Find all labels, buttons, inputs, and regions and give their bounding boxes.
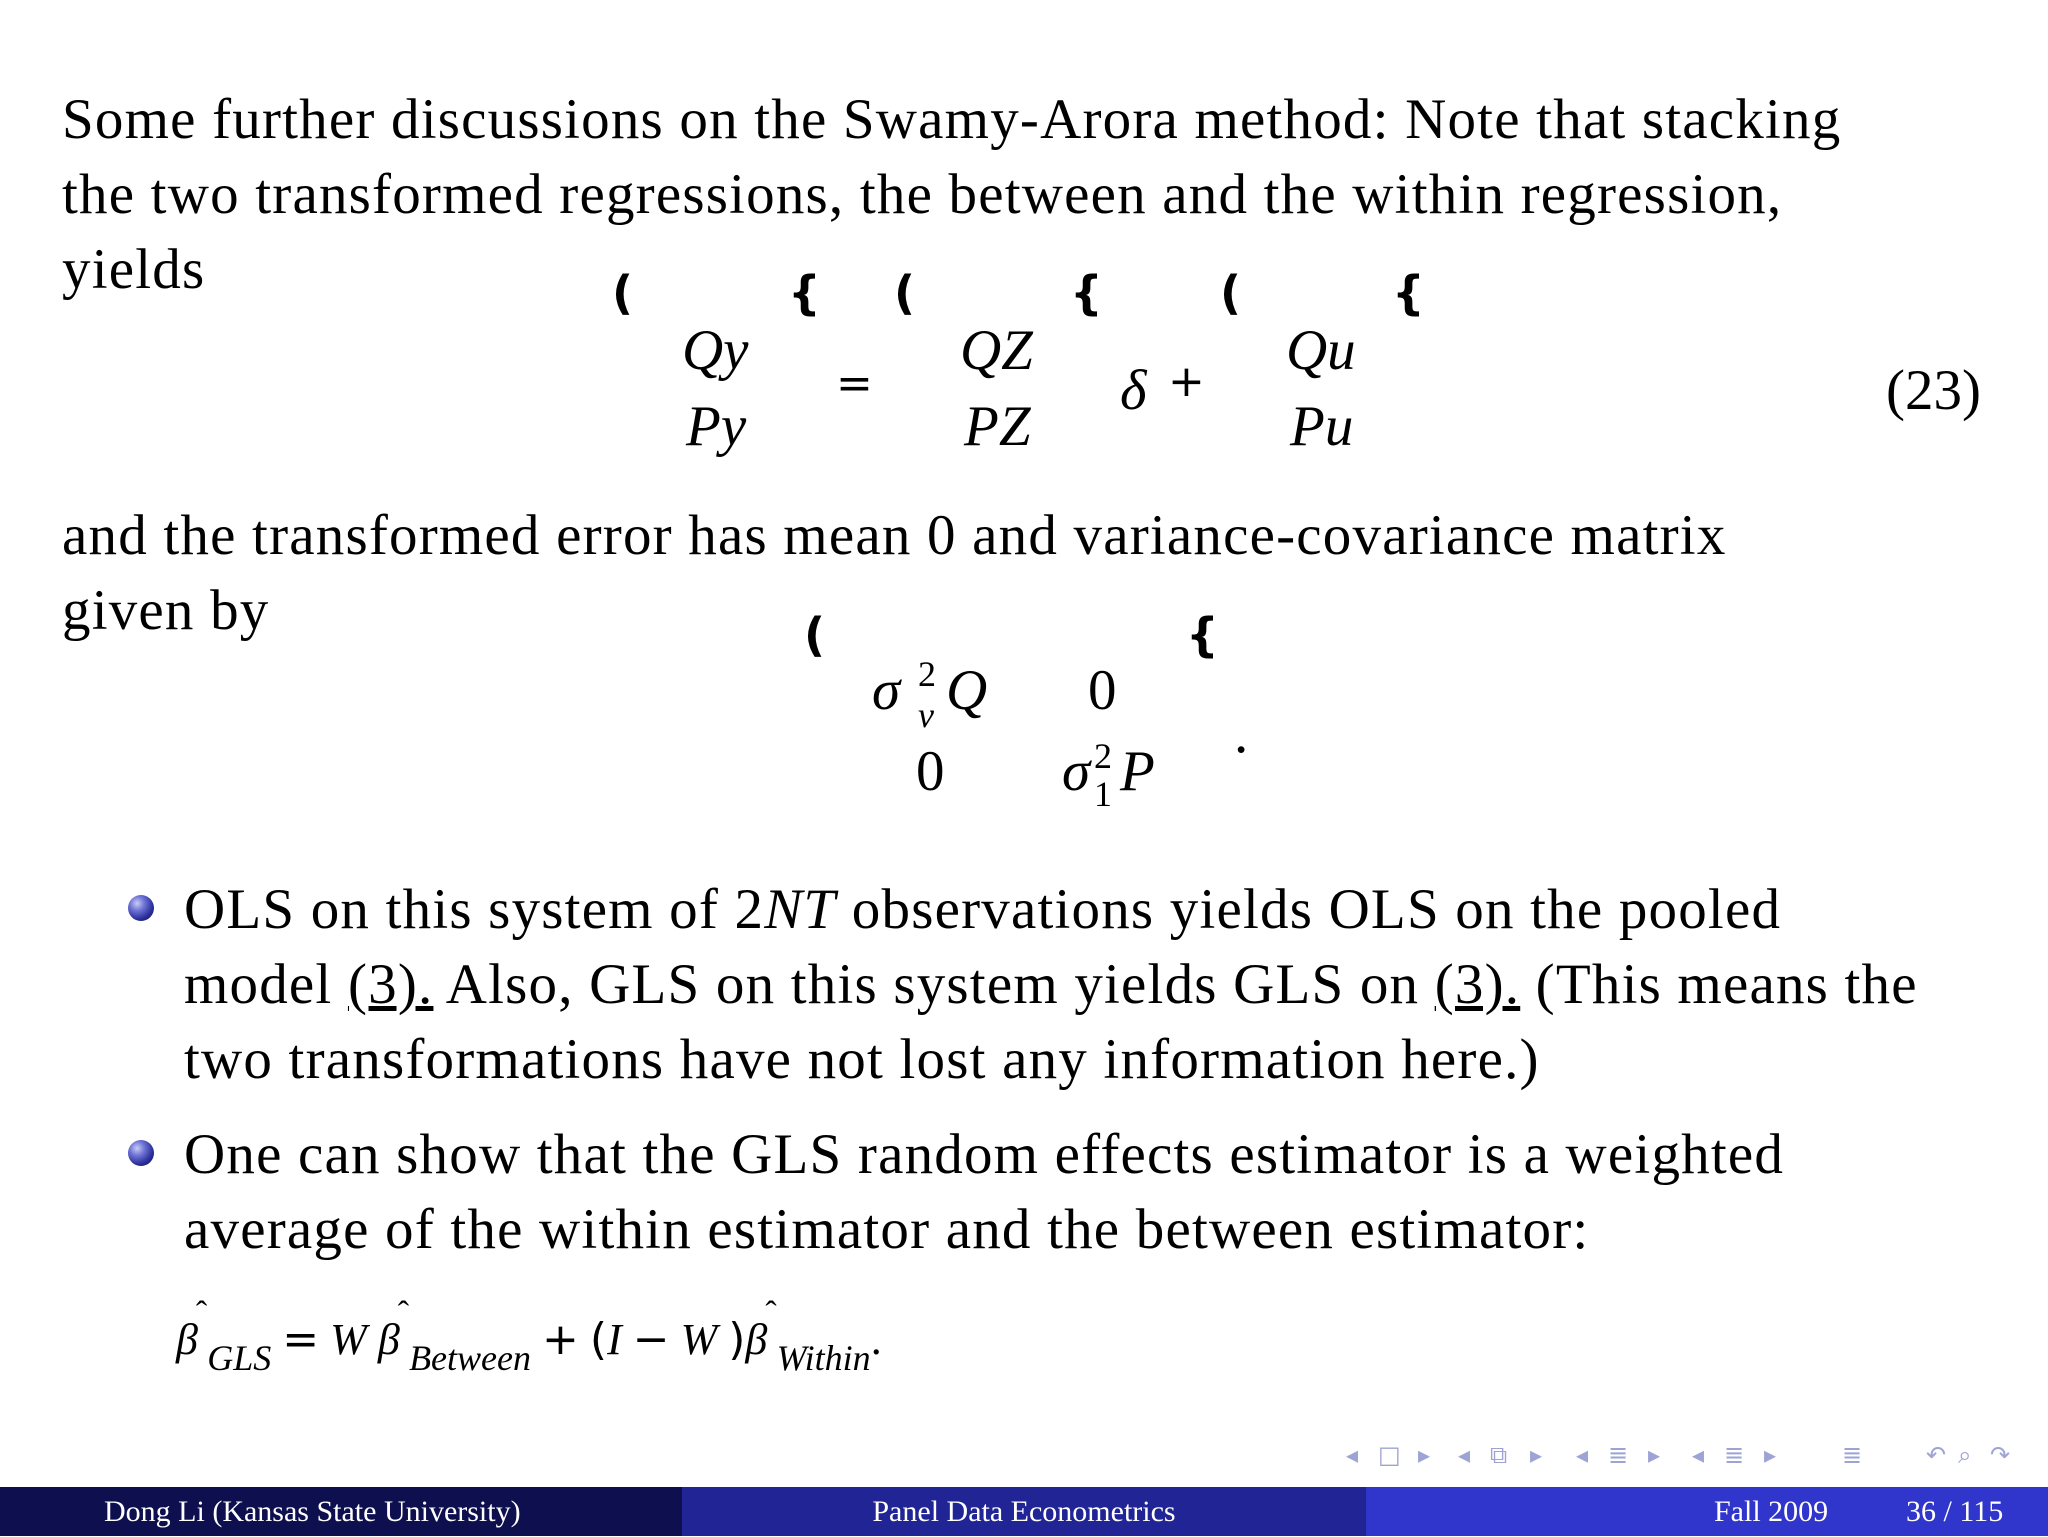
section-icon[interactable]: ≣ — [1608, 1441, 1629, 1469]
bullet-1-line-3: two transformations have not lost any information here.) — [184, 1028, 1540, 1091]
error-text-line-1: and the transformed error has mean 0 and variance-covariance matrix — [62, 504, 1727, 567]
gls-equation: $\beta^ˆ_{GLS} = W$ $\beta^ˆ_{Between} + (I - W$ )$\beta^ˆ_{Within}$. — [176, 1295, 882, 1378]
superscript-2: 2 — [1094, 736, 1112, 776]
matrix-bracket-close: { — [1070, 266, 1103, 320]
intro-line-1: Some further discussions on the Swamy-Arora method: Note that stacking — [62, 88, 1842, 151]
bullet-2-line-1: One can show that the GLS random effects estimator is a weighted — [184, 1123, 1785, 1186]
sigma-symbol: σ — [872, 659, 901, 722]
matrix-bracket-close: { — [1186, 608, 1219, 662]
equals-sign: = — [836, 358, 873, 409]
matrix-bracket-close: { — [788, 266, 821, 320]
intro-line-2: the two transformed regressions, the between and the within regression, — [62, 163, 1783, 226]
bullet-1-line-1: OLS on this system of 2NT observations yields OLS on the pooled — [184, 878, 1782, 941]
zero-entry: 0 — [916, 740, 945, 803]
delta-symbol: δ — [1120, 359, 1147, 422]
nav-right-arrow-icon[interactable]: ▸ — [1418, 1441, 1431, 1469]
Q-symbol: Q — [946, 659, 988, 722]
matrix-bracket-open: ( — [894, 266, 916, 320]
mid-bottom: PZ — [964, 395, 1031, 458]
footer-author: Dong Li (Kansas State University) — [104, 1495, 521, 1528]
matrix-bracket-open: ( — [804, 608, 826, 662]
equation-ref-link[interactable]: (3). — [1434, 953, 1521, 1016]
mid-top: QZ — [960, 319, 1033, 382]
sigma-symbol: σ — [1062, 740, 1091, 803]
nav-left-arrow-icon[interactable]: ◂ — [1576, 1441, 1589, 1469]
search-icon[interactable]: ⌕ — [1958, 1441, 1972, 1469]
bullet-1-line-2: model (3). Also, GLS on this system yields GLS on (3). (This means the — [184, 953, 1918, 1016]
frame-icon[interactable]: □ — [1378, 1441, 1401, 1469]
nav-right-arrow-icon[interactable]: ▸ — [1648, 1441, 1661, 1469]
plus-sign: + — [1168, 356, 1205, 407]
bullet-2-line-2: average of the within estimator and the between estimator: — [184, 1198, 1590, 1261]
align-icon[interactable]: ≣ — [1842, 1441, 1863, 1469]
footer-author-segment — [0, 1487, 682, 1536]
nav-right-arrow-icon[interactable]: ▸ — [1530, 1441, 1543, 1469]
footer-page-number: 36 / 115 — [1906, 1495, 2004, 1528]
equation-number: (23) — [1886, 359, 1981, 422]
lhs-bottom: Py — [686, 395, 747, 458]
beamer-navigation-bar — [1330, 1440, 2030, 1470]
rhs-top: Qu — [1286, 319, 1356, 382]
footer-title: Panel Data Econometrics — [872, 1495, 1176, 1528]
nav-left-arrow-icon[interactable]: ◂ — [1346, 1441, 1359, 1469]
footer-date: Fall 2009 — [1714, 1495, 1829, 1528]
footer-title-segment — [682, 1487, 1366, 1536]
subsection-icon[interactable]: ⧉ — [1490, 1441, 1508, 1469]
period: . — [1234, 702, 1249, 765]
matrix-bracket-open: ( — [1220, 266, 1242, 320]
subscript-1: 1 — [1094, 774, 1112, 814]
redo-icon[interactable]: ↷ — [1990, 1441, 2011, 1469]
nav-left-arrow-icon[interactable]: ◂ — [1458, 1441, 1471, 1469]
error-text-line-2: given by — [62, 579, 270, 642]
matrix-bracket-open: ( — [612, 266, 634, 320]
footer-date-segment — [1366, 1487, 2048, 1536]
matrix-bracket-close: { — [1392, 266, 1425, 320]
superscript-2: 2 — [918, 654, 936, 694]
intro-line-3: yields — [62, 238, 206, 301]
lhs-top: Qy — [682, 319, 749, 382]
bullet-ball-icon — [128, 1140, 154, 1166]
P-symbol: P — [1120, 740, 1155, 803]
equation-ref-link[interactable]: (3). — [347, 953, 434, 1016]
zero-entry: 0 — [1088, 659, 1117, 722]
nav-right-arrow-icon[interactable]: ▸ — [1764, 1441, 1777, 1469]
subscript-v: v — [918, 695, 934, 735]
slide-footer — [0, 1487, 2048, 1536]
subsubsection-icon[interactable]: ≣ — [1724, 1441, 1745, 1469]
rhs-bottom: Pu — [1290, 395, 1354, 458]
bullet-ball-icon — [128, 895, 154, 921]
nav-left-arrow-icon[interactable]: ◂ — [1692, 1441, 1705, 1469]
undo-icon[interactable]: ↶ — [1926, 1441, 1947, 1469]
